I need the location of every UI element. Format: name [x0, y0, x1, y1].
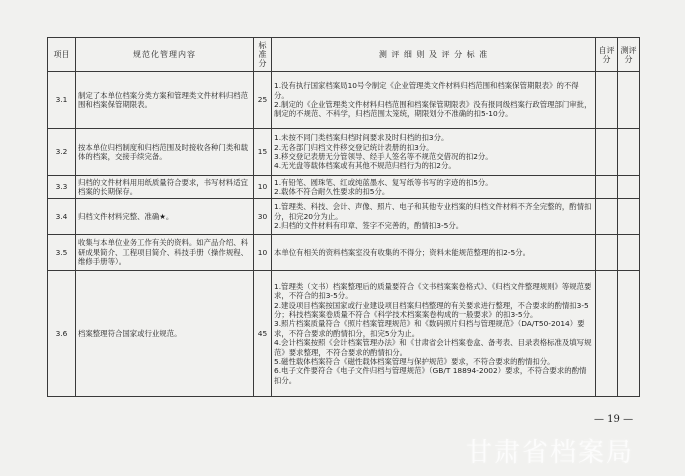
row-content: 收集与本单位业务工作有关的资料。如产品介绍、科研成果简介、工程项目简介、科技手册（操作规程、维修手册等）。 [76, 235, 254, 271]
row-number: 3.4 [48, 199, 76, 235]
table-row [48, 129, 640, 176]
header-standard-score: 标准分 [254, 38, 272, 72]
eval-score-cell [618, 72, 640, 129]
row-criteria [272, 271, 596, 397]
self-score-cell [596, 176, 618, 199]
header-content: 规范化管理内容 [76, 38, 254, 72]
header-criteria: 测 评 细 则 及 评 分 标 准 [272, 38, 596, 72]
row-score: 15 [254, 129, 272, 176]
row-number: 3.6 [48, 271, 76, 397]
table-row [48, 199, 640, 235]
row-criteria [272, 235, 596, 271]
self-score-cell [596, 129, 618, 176]
row-criteria [272, 176, 596, 199]
row-score: 10 [254, 235, 272, 271]
self-score-cell [596, 271, 618, 397]
row-score: 10 [254, 176, 272, 199]
row-content: 制定了本单位档案分类方案和管理类文件材料归档范围和档案保管期限表。 [76, 72, 254, 129]
criteria-line: 本单位有相关的资料档案室没有收集的不得分；资料未能规范整理的扣2-5分。 [274, 247, 530, 257]
row-criteria [272, 199, 596, 235]
row-criteria [272, 72, 596, 129]
eval-score-cell [618, 199, 640, 235]
table-row [48, 72, 640, 129]
watermark-text: 甘肃省档案局 [466, 438, 635, 468]
criteria-line: 6.电子文件要符合《电子文件归档与管理规范》（GB/T 18894-2002）要求，不符合要求的酌情扣分。 [274, 366, 587, 385]
table-row [48, 271, 640, 397]
self-score-cell [596, 235, 618, 271]
row-number: 3.5 [48, 235, 76, 271]
eval-score-cell [618, 271, 640, 397]
header-self-score: 自评分 [596, 38, 618, 72]
criteria-line: 2.无各部门归档文件移交登记统计表册的扣3分。 [274, 142, 434, 152]
table-header-row [48, 38, 640, 72]
row-content: 档案整理符合国家或行业规范。 [76, 271, 254, 397]
row-score: 25 [254, 72, 272, 129]
criteria-line: 2.载体不符合耐久性要求的扣5分。 [274, 187, 390, 196]
criteria-line: 2.建设项目档案按国家或行业建设项目档案归档整理的有关要求进行整理，不合要求的酌情扣3-5分；科技档案案卷质量不符合《科学技术档案案卷构成的一般要求》的扣3-5分。 [274, 300, 589, 319]
header-eval-score: 测评分 [618, 38, 640, 72]
row-score: 30 [254, 199, 272, 235]
criteria-line: 3.移交登记表册无分管领导、经手人签名等不规范交借况的扣2分。 [274, 152, 493, 161]
criteria-line: 2.制定的《企业管理类文件材料归档范围和档案保管期限表》没有报同级档案行政管理部门审批，制定的不规范、不科学，归档范围太笼统，期限划分不准确的扣5-10分。 [274, 100, 592, 119]
self-score-cell [596, 72, 618, 129]
criteria-line: 4.会计档案按照《会计档案管理办法》和《甘肃省会计档案卷盒、备考表、目录表格标准及填写规范》要求整理，不符合要求的酌情扣分。 [274, 338, 592, 357]
row-criteria [272, 129, 596, 176]
row-number: 3.1 [48, 72, 76, 129]
header-item: 项目 [48, 38, 76, 72]
criteria-line: 1.未按不同门类档案归档时间要求及时归档的扣3分。 [274, 133, 449, 143]
eval-score-cell [618, 235, 640, 271]
row-content: 归档文件材料完整、准确★。 [76, 199, 254, 235]
criteria-line: 1.管理类、科技、会计、声像、照片、电子和其他专业档案的归档文件材料不齐全完整的，酌情扣分，扣完20分为止。 [274, 202, 592, 221]
row-content: 归档的文件材料用用纸质量符合要求，书写材料适宜档案的长期保存。 [76, 176, 254, 199]
page-number: — 19 — [594, 414, 634, 425]
criteria-line: 4.无光盘等载体档案或有其他不规范归档行为的扣2分。 [274, 161, 456, 171]
row-score: 45 [254, 271, 272, 397]
criteria-line: 1.有铅笔、圆珠笔、红或纯蓝墨水、复写纸等书写的字迹的扣5分。 [274, 177, 493, 187]
table-row [48, 235, 640, 271]
criteria-line: 1.没有执行国家档案局10号令制定《企业管理类文件材料归档范围和档案保管期限表》的不得分。 [274, 81, 579, 100]
criteria-line: 2.归档的文件材料有印章、签字不完善的，酌情扣3-5分。 [274, 221, 464, 231]
criteria-line: 1.管理类（文书）档案整理后的质量要符合《文书档案案卷格式》、《归档文件整理规则》等规范要求，不符合的扣3-5分。 [274, 281, 592, 301]
evaluation-table [47, 37, 640, 397]
row-number: 3.3 [48, 176, 76, 199]
eval-score-cell [618, 176, 640, 199]
row-number: 3.2 [48, 129, 76, 176]
row-content: 按本单位归档制度和归档范围及时接收各种门类和载体的档案，交接手续完备。 [76, 129, 254, 176]
table-row [48, 176, 640, 199]
criteria-line: 5.磁性载体档案符合《磁性载体档案管理与保护规范》要求，不符合要求的酌情扣分。 [274, 357, 555, 367]
criteria-line: 3.照片档案质量符合《照片档案管理规范》和《数码照片归档与管理规范》（DA/T50-2014）要求，不符合要求的酌情扣分，扣完5分为止。 [274, 319, 585, 338]
eval-score-cell [618, 129, 640, 176]
self-score-cell [596, 199, 618, 235]
